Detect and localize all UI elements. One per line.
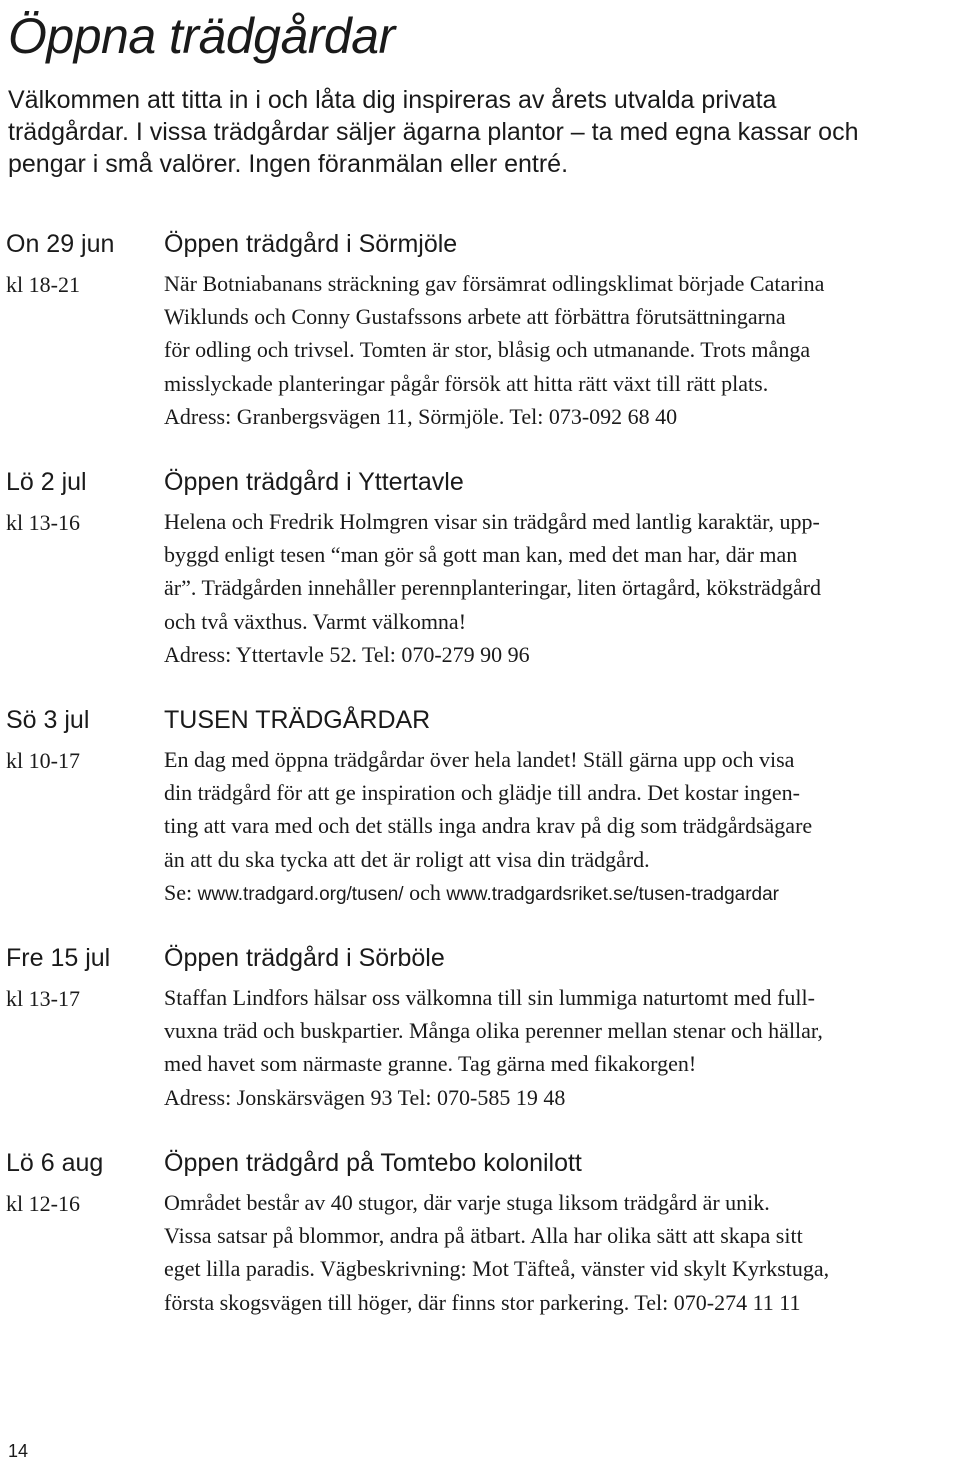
description-line: Wiklunds och Conny Gustafssons arbete att förbättra förutsättningarna [164, 304, 786, 330]
event-address: Adress: Jonskärsvägen 93 Tel: 070-585 19 48 [164, 1084, 566, 1110]
event-time: kl 13-17 [6, 986, 80, 1011]
page-number: 14 [8, 1441, 29, 1461]
event-description [164, 743, 954, 911]
links-line [164, 876, 954, 911]
links-separator: och [403, 879, 447, 905]
description-line: är”. Trädgården innehåller perennplanteringar, liten örtagård, köksträdgård [164, 575, 822, 601]
description-line: än att du ska tycka att det är roligt att visa din trädgård. [164, 846, 650, 872]
description-line: Staffan Lindfors hälsar oss välkomna till sin lummiga naturtomt med full- [164, 985, 815, 1010]
event-time: kl 13-16 [6, 510, 80, 535]
event-heading: TUSEN TRÄDGÅRDAR [164, 706, 431, 734]
page-title: Öppna trädgårdar [8, 8, 395, 64]
description-line: byggd enligt tesen “man gör så gott man kan, med det man har, där man [164, 542, 798, 568]
description-line: ting att vara med och det ställs inga andra krav på dig som trädgårdsägare [164, 813, 813, 839]
description-line: första skogsvägen till höger, där finns stor parkering. Tel: 070-274 11 11 [164, 1289, 801, 1315]
event-date: Fre 15 jul [6, 944, 111, 972]
description-line: din trädgård för att ge inspiration och glädje till andra. Det kostar ingen- [164, 780, 800, 806]
event-time: kl 10-17 [6, 748, 80, 773]
links-prefix: Se: [164, 879, 198, 905]
event-description [164, 267, 954, 433]
description-line: och två växthus. Varmt välkomna! [164, 608, 467, 634]
event-date: Lö 2 jul [6, 468, 87, 496]
intro-line: pengar i små valörer. Ingen föranmälan eller entré. [8, 150, 569, 178]
event-date: Sö 3 jul [6, 706, 90, 734]
event-heading: Öppen trädgård i Yttertavle [164, 468, 464, 496]
description-line: Vissa satsar på blommor, andra på ätbart. Alla har olika sätt att skapa sitt [164, 1223, 803, 1249]
event-heading: Öppen trädgård i Sörböle [164, 944, 445, 972]
event-time: kl 12-16 [6, 1191, 80, 1216]
event-date: Lö 6 aug [6, 1149, 104, 1177]
intro-paragraph [8, 84, 938, 180]
description-line: med havet som närmaste granne. Tag gärna med fikakorgen! [164, 1051, 697, 1077]
description-line: misslyckade planteringar pågår försök att hitta rätt växt till rätt plats. [164, 370, 769, 396]
event-heading: Öppen trädgård i Sörmjöle [164, 230, 458, 258]
description-line: vuxna träd och buskpartier. Många olika perenner mellan stenar och hällar, [164, 1018, 823, 1044]
event-description [164, 505, 954, 671]
event-address: Adress: Yttertavle 52. Tel: 070-279 90 96 [164, 641, 530, 667]
description-line: eget lilla paradis. Vägbeskrivning: Mot Täfteå, vänster vid skylt Kyrkstuga, [164, 1256, 830, 1282]
link-tradgard-org[interactable]: www.tradgard.org/tusen/ [197, 883, 404, 905]
event-description [164, 981, 954, 1114]
description-line: för odling och trivsel. Tomten är stor, blåsig och utmanande. Trots många [164, 337, 811, 363]
event-address: Adress: Granbergsvägen 11, Sörmjöle. Tel: 073-092 68 40 [164, 403, 678, 429]
description-line: En dag med öppna trädgårdar över hela landet! Ställ gärna upp och visa [164, 747, 795, 772]
description-line: Helena och Fredrik Holmgren visar sin trädgård med lantlig karaktär, upp- [164, 509, 820, 534]
intro-line: trädgårdar. I vissa trädgårdar säljer ägarna plantor – ta med egna kassar och [8, 118, 859, 146]
intro-line: Välkommen att titta in i och låta dig inspireras av årets utvalda privata [8, 86, 777, 114]
event-date: On 29 jun [6, 230, 115, 258]
event-heading: Öppen trädgård på Tomtebo kolonilott [164, 1149, 582, 1177]
description-line: Området består av 40 stugor, där varje stuga liksom trädgård är unik. [164, 1190, 770, 1215]
link-tradgardsriket[interactable]: www.tradgardsriket.se/tusen-tradgardar [446, 883, 779, 905]
event-description [164, 1186, 954, 1319]
description-line: När Botniabanans sträckning gav försämrat odlingsklimat började Catarina [164, 271, 825, 296]
event-time: kl 18-21 [6, 272, 80, 297]
